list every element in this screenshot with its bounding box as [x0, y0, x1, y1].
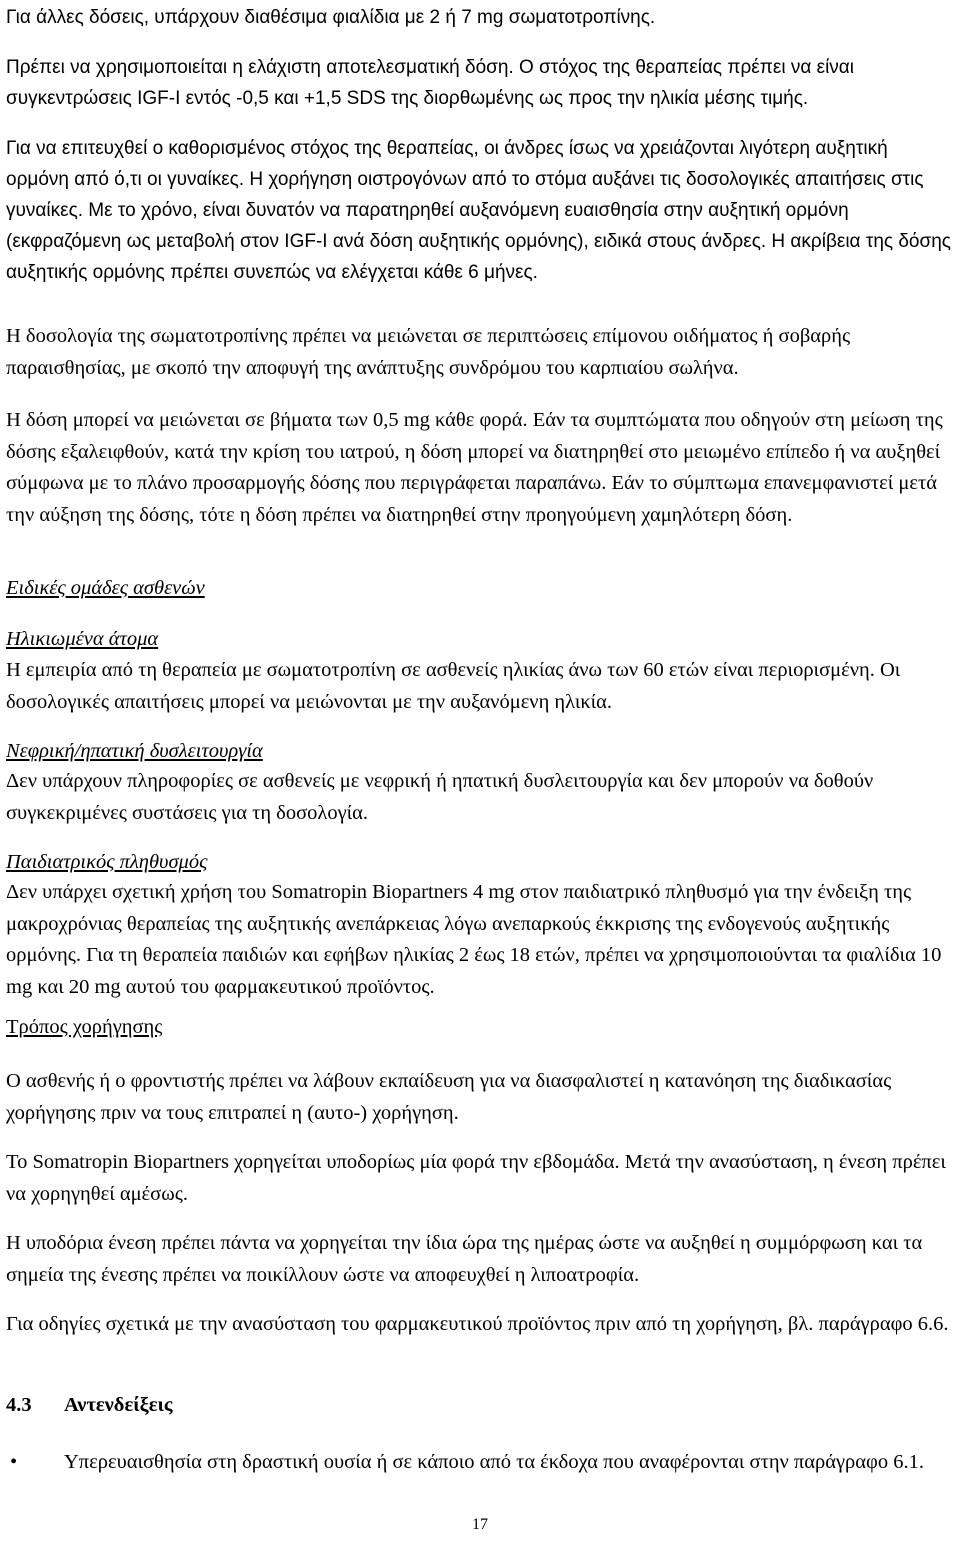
paragraph-vial-doses: Για άλλες δόσεις, υπάρχουν διαθέσιμα φιαλίδια με 2 ή 7 mg σωματοτροπίνης. — [6, 7, 656, 28]
administration-injection-text: Η υποδόρια ένεση πρέπει πάντα να χορηγείται την ίδια ώρα της ημέρας ώστε να αυξηθεί η συμμόρφωση και τα σημεία της ένεσης πρέπει να ποικίλλουν ώστε να αποφευχθεί η λιποατροφία. — [6, 1232, 923, 1286]
pediatric-subheading: Παιδιατρικός πληθυσμός — [6, 851, 208, 873]
renal-hepatic-text: Δεν υπάρχουν πληροφορίες σε ασθενείς με νεφρική ή ηπατική δυσλειτουργία και δεν μπορούν να δοθούν συγκεκριμένες συστάσεις για τη δοσολογία. — [6, 770, 874, 824]
paragraph-dose-steps: Η δόση μπορεί να μειώνεται σε βήματα των 0,5 mg κάθε φορά. Εάν τα συμπτώματα που οδηγούν στη μείωση της δόσης εξαλειφθούν, κατά την κρίση του ιατρού, η δόση μπορεί να διατηρηθεί στο μειωμένο επίπεδο ή να αυξηθεί σύμφωνα με το πλάνο προσαρμογής δόσης που περιγράφεται παραπάνω. Εάν το σύμπτωμα επανεμφανιστεί μετά την αύξηση της δόσης, τότε η δόση πρέπει να διατηρηθεί στην προηγούμενη χαμηλότερη δόση. — [6, 409, 943, 526]
paragraph-dose-reduction: Η δοσολογία της σωματοτροπίνης πρέπει να μειώνεται σε περιπτώσεις επίμονου οιδήματος ή σοβαρής παραισθησίας, με σκοπό την αποφυγή της ανάπτυξης συνδρόμου του καρπιαίου σωλήνα. — [6, 325, 851, 379]
administration-reconstitution-text: Για οδηγίες σχετικά με την ανασύσταση του φαρμακευτικού προϊόντος πριν από τη χορήγηση, βλ. παράγραφο 6.6. — [6, 1313, 949, 1335]
contraindication-list-item — [6, 1447, 951, 1479]
pediatric-text: Δεν υπάρχει σχετική χρήση του Somatropin Biopartners 4 mg στον παιδιατρικό πληθυσμό για την ένδειξη της μακροχρόνιας θεραπείας της αυξητικής ανεπάρκειας λόγω ανεπαρκούς έκκρισης της ενδογενούς αυξητικής ορμόνης. Για τη θεραπεία παιδιών και εφήβων ηλικίας 2 έως 18 ετών, πρέπει να χρησιμοποιούνται τα φιαλίδια 10 mg και 20 mg αυτού του φαρμακευτικού προϊόντος. — [6, 881, 942, 998]
elderly-subheading: Ηλικιωμένα άτομα — [6, 628, 159, 650]
paragraph-gender-dosing: Για να επιτευχθεί ο καθορισμένος στόχος της θεραπείας, οι άνδρες ίσως να χρειάζονται λιγότερη αυξητική ορμόνη από ό,τι οι γυναίκες. Η χορήγηση οιστρογόνων από το στόμα αυξάνει τις δοσολογικές απαιτήσεις στις γυναίκες. Με το χρόνο, είναι δυνατόν να παρατηρηθεί αυξανόμενη ευαισθησία στην αυξητική ορμόνη (εκφραζόμενη ως μεταβολή στον IGF-I ανά δόση αυξητικής ορμόνης), ειδικά στους άνδρες. Η ακρίβεια της δόσης αυξητικής ορμόνης πρέπει συνεπώς να ελέγχεται κάθε 6 μήνες. — [6, 138, 951, 283]
section-title: Αντενδείξεις — [64, 1394, 173, 1416]
administration-weekly-text: Το Somatropin Biopartners χορηγείται υποδορίως μία φορά την εβδομάδα. Μετά την ανασύσταση, η ένεση πρέπει να χορηγηθεί αμέσως. — [6, 1151, 946, 1205]
special-groups-heading: Ειδικές ομάδες ασθενών — [6, 577, 205, 599]
administration-training-text: Ο ασθενής ή ο φροντιστής πρέπει να λάβουν εκπαίδευση για να διασφαλιστεί η κατανόηση της διαδικασίας χορήγησης πριν να τους επιτραπεί η (αυτο-) χορήγηση. — [6, 1070, 892, 1124]
administration-heading: Τρόπος χορήγησης — [6, 1016, 163, 1038]
page-number: 17 — [472, 1516, 488, 1533]
renal-hepatic-subheading: Νεφρική/ηπατική δυσλειτουργία — [6, 740, 263, 762]
section-4-3-heading — [6, 1390, 172, 1421]
section-number: 4.3 — [6, 1394, 32, 1416]
bullet-icon: • — [10, 1451, 18, 1473]
paragraph-minimum-dose: Πρέπει να χρησιμοποιείται η ελάχιστη αποτελεσματική δόση. Ο στόχος της θεραπείας πρέπει να είναι συγκεντρώσεις IGF-I εντός -0,5 και +1,5 SDS της διορθωμένης ως προς την ηλικία μέσης τιμής. — [6, 57, 854, 109]
contraindication-text: Υπερευαισθησία στη δραστική ουσία ή σε κάποιο από τα έκδοχα που αναφέρονται στην παράγραφο 6.1. — [64, 1451, 924, 1473]
elderly-text: Η εμπειρία από τη θεραπεία με σωματοτροπίνη σε ασθενείς ηλικίας άνω των 60 ετών είναι περιορισμένη. Οι δοσολογικές απαιτήσεις μπορεί να μειώνονται με την αυξανόμενη ηλικία. — [6, 659, 901, 713]
